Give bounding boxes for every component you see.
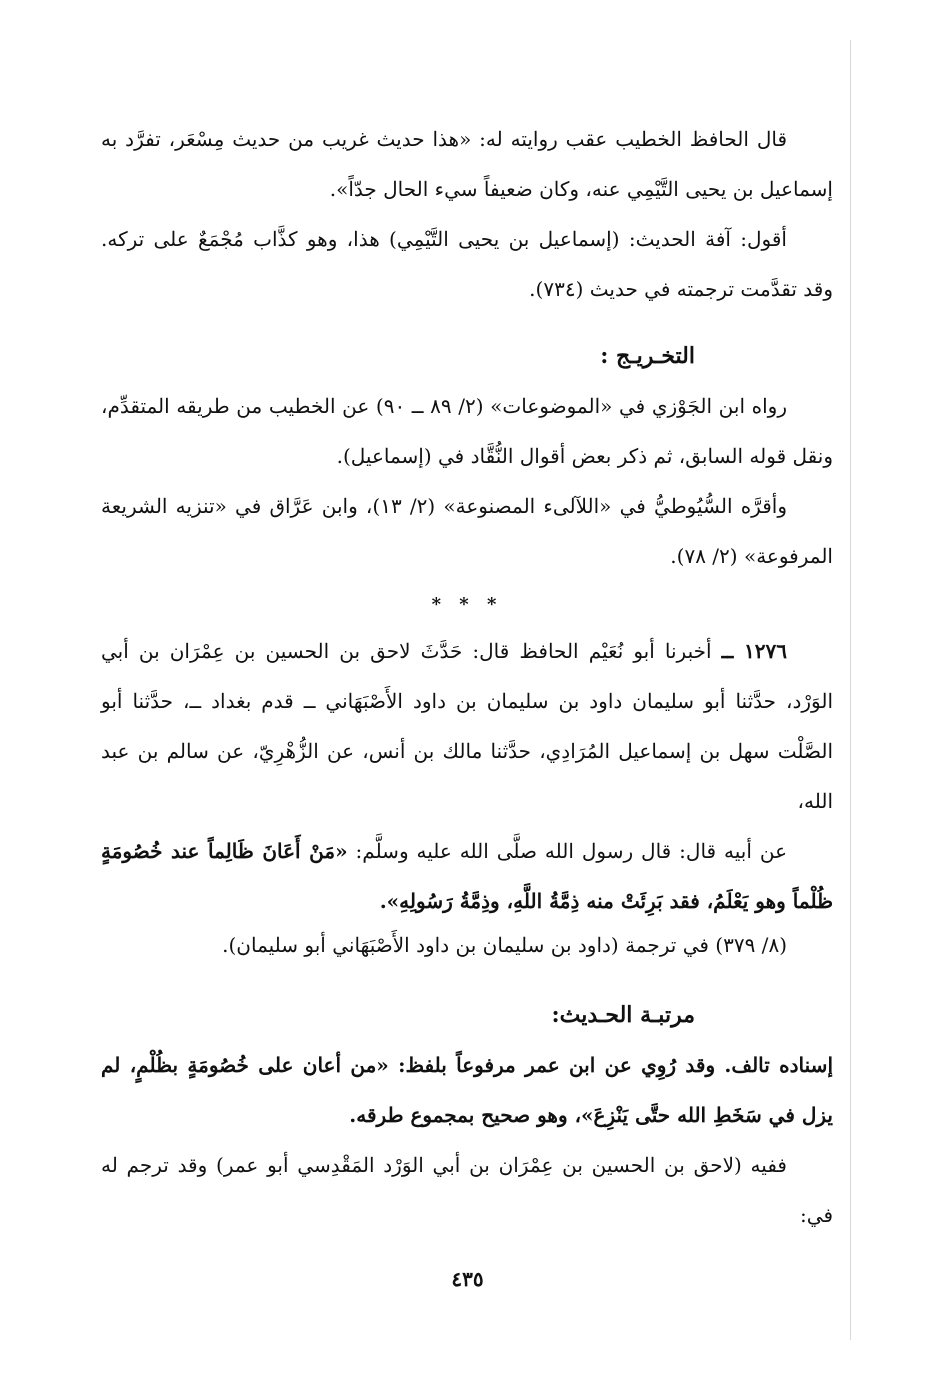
page-text-hadith bbox=[101, 626, 833, 926]
hadith-number: ١٢٧٦ ــ bbox=[721, 639, 788, 663]
paragraph-suyuti: وأقرَّه السُّيُوطيُّ في «اللآلىء المصنوعة» (٢/ ١٣)، وابن عَرَّاق في «تنزيه الشريعة المرفوعة» (٢/ ٧٨). bbox=[101, 494, 833, 568]
hadith-matn-text: «مَنْ أَعَانَ ظَالِماً عند خُصُومَةٍ ظُلْماً وهو يَعْلَمُ، فقد بَرِئَتْ منه ذِمَّةُ اللَّهِ، وذِمَّةُ رَسُولِهِ». bbox=[101, 839, 833, 913]
page-text-takhrij bbox=[101, 331, 833, 581]
section-separator: * * * bbox=[431, 594, 503, 615]
hadith-isnad-text: أخبرنا أبو نُعَيْم الحافظ قال: حَدَّثَ لاحق بن الحسين بن عِمْرَان بن أبي الوَرْد، حدَّثنا أبو سليمان داود بن سليمان بن داود الأَصْبَهَاني ــ قدم بغداد ــ، حدَّثنا أبو الصَّلْت سهل بن إسماعيل المُرَادِي، حدَّثنا مالك بن أنس، عن الزُّهْرِيّ، عن سالم بن عبد الله، bbox=[101, 639, 833, 813]
heading-hadith-grade: مرتبـة الحـديث: bbox=[551, 1002, 695, 1028]
paragraph-ibn-jawzi: رواه ابن الجَوْزي في «الموضوعات» (٢/ ٨٩ ــ ٩٠) عن الخطيب من طريقه المتقدِّم، ونقل قوله السابق، ثم ذكر بعض أقوال النُّقَّاد في (إسماعيل). bbox=[101, 394, 833, 468]
page-text-reference bbox=[101, 920, 833, 970]
paragraph-hadith-isnad bbox=[101, 626, 833, 826]
hadith-matn-intro: عن أبيه قال: قال رسول الله صلَّى الله عليه وسلَّم: bbox=[355, 839, 788, 863]
page-text-top bbox=[101, 114, 833, 314]
paragraph-author-comment: أقول: آفة الحديث: (إسماعيل بن يحيى التَّيْمِي) هذا، وهو كذَّاب مُجْمَعٌ على تركه. وقد تقدَّمت ترجمته في حديث (٧٣٤). bbox=[101, 227, 833, 301]
paragraph-khatib-quote: قال الحافظ الخطيب عقب روايته له: «هذا حديث غريب من حديث مِسْعَر، تفرَّد به إسماعيل بن يحيى التَّيْمِي عنه، وكان ضعيفاً سيء الحال جدّاً». bbox=[101, 127, 833, 201]
paragraph-narrator: ففيه (لاحق بن الحسين بن عِمْرَان بن أبي الوَرْد المَقْدِسي أبو عمر) وقد ترجم له في: bbox=[101, 1153, 833, 1227]
heading-takhrij: التخـريـج : bbox=[600, 343, 695, 369]
page-edge-line bbox=[850, 40, 851, 1340]
page-text-grade bbox=[101, 990, 833, 1240]
paragraph-hadith-matn bbox=[101, 826, 833, 926]
page-number: ٤٣٥ bbox=[451, 1267, 484, 1291]
paragraph-grade: إسناده تالف. وقد رُوِي عن ابن عمر مرفوعاً بلفظ: «من أعان على خُصُومَةٍ بظُلْمٍ، لم يزل في سَخَطِ الله حتَّى يَنْزِعَ»، وهو صحيح بمجموع طرقه. bbox=[101, 1053, 833, 1127]
paragraph-reference: (٨/ ٣٧٩) في ترجمة (داود بن سليمان بن داود الأَصْبَهَاني أبو سليمان). bbox=[222, 933, 787, 957]
section-separator-block bbox=[101, 585, 833, 625]
